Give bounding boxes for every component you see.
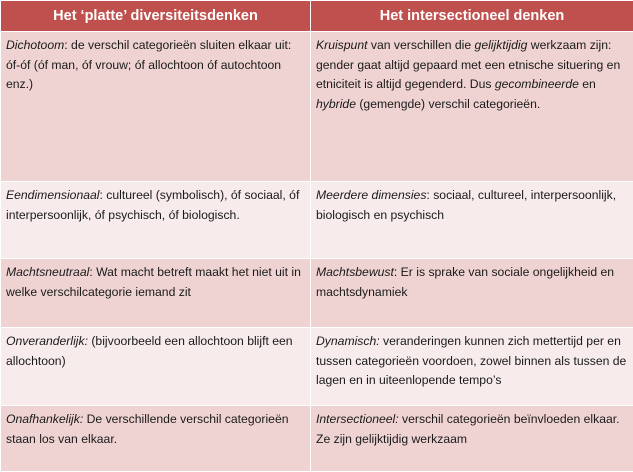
cell-power-neutral: [1, 259, 311, 328]
cell-multiple-dimensions: [311, 182, 633, 259]
table-row: [1, 182, 633, 259]
cell-text: verschil categorieën beïnvloeden elkaar. Ze zijn gelijktijdig werkzaam: [316, 412, 620, 446]
cell-text: : cultureel (symbolisch), óf sociaal, óf interpersoonlijk, óf psychisch, óf biologisch.: [6, 188, 299, 222]
table-row: [1, 32, 633, 182]
cell-text: en: [579, 77, 596, 91]
cell-text: : de verschil categorieën sluiten elkaar uit: óf-óf (óf man, óf vrouw; óf allochtoon óf autochtoon enz.): [6, 38, 291, 91]
term-label: Eendimensionaal: [6, 188, 100, 202]
table-row: [1, 328, 633, 406]
header-intersectional: Het intersectioneel denken: [311, 1, 633, 32]
term-label: Meerdere dimensies: [316, 188, 426, 202]
cell-text: werkzaam zijn: gender gaat altijd gepaard met een etnische situering en etniciteit is altijd gegenderd. Dus: [316, 38, 620, 91]
cell-intersectional: [311, 406, 633, 472]
term-label: gecombineerde: [495, 77, 579, 91]
cell-text: : Er is sprake van sociale ongelijkheid en machtsdynamiek: [316, 265, 614, 299]
term-label: Onveranderlijk:: [6, 334, 88, 348]
cell-unchangeable: [1, 328, 311, 406]
cell-one-dimensional: [1, 182, 311, 259]
cell-power-aware: [311, 259, 633, 328]
term-label: Machtsbewust: [316, 265, 394, 279]
term-label: Intersectioneel:: [316, 412, 399, 426]
term-label: Kruispunt: [316, 38, 368, 52]
cell-text: (bijvoorbeeld een allochtoon blijft een allochtoon): [6, 334, 293, 368]
cell-text: veranderingen kunnen zich mettertijd per en tussen categorieën voordoen, zowel binnen als tussen de lagen en in uiteenlopende tempo’s: [316, 334, 626, 387]
term-label: hybride: [316, 97, 356, 111]
table-row: [1, 259, 633, 328]
header-row: [1, 1, 633, 32]
cell-dynamic: [311, 328, 633, 406]
table-row: [1, 406, 633, 472]
term-label: Onafhankelijk:: [6, 412, 83, 426]
term-label: Dynamisch:: [316, 334, 380, 348]
cell-text: De verschillende verschil categorieën staan los van elkaar.: [6, 412, 289, 446]
term-label: Machtsneutraal: [6, 265, 89, 279]
cell-text: : sociaal, cultureel, interpersoonlijk, biologisch en psychisch: [316, 188, 616, 222]
cell-independent: [1, 406, 311, 472]
cell-text: van verschillen die: [368, 38, 475, 52]
term-label: gelijktijdig: [475, 38, 528, 52]
cell-text: : Wat macht betreft maakt het niet uit in welke verschilcategorie iemand zit: [6, 265, 301, 299]
term-label: Dichotoom: [6, 38, 64, 52]
cell-crossroads: [311, 32, 633, 182]
cell-dichotomous: [1, 32, 311, 182]
cell-text: (gemengde) verschil categorieën.: [356, 97, 540, 111]
header-flat-diversity: Het ‘platte’ diversiteitsdenken: [1, 1, 311, 32]
